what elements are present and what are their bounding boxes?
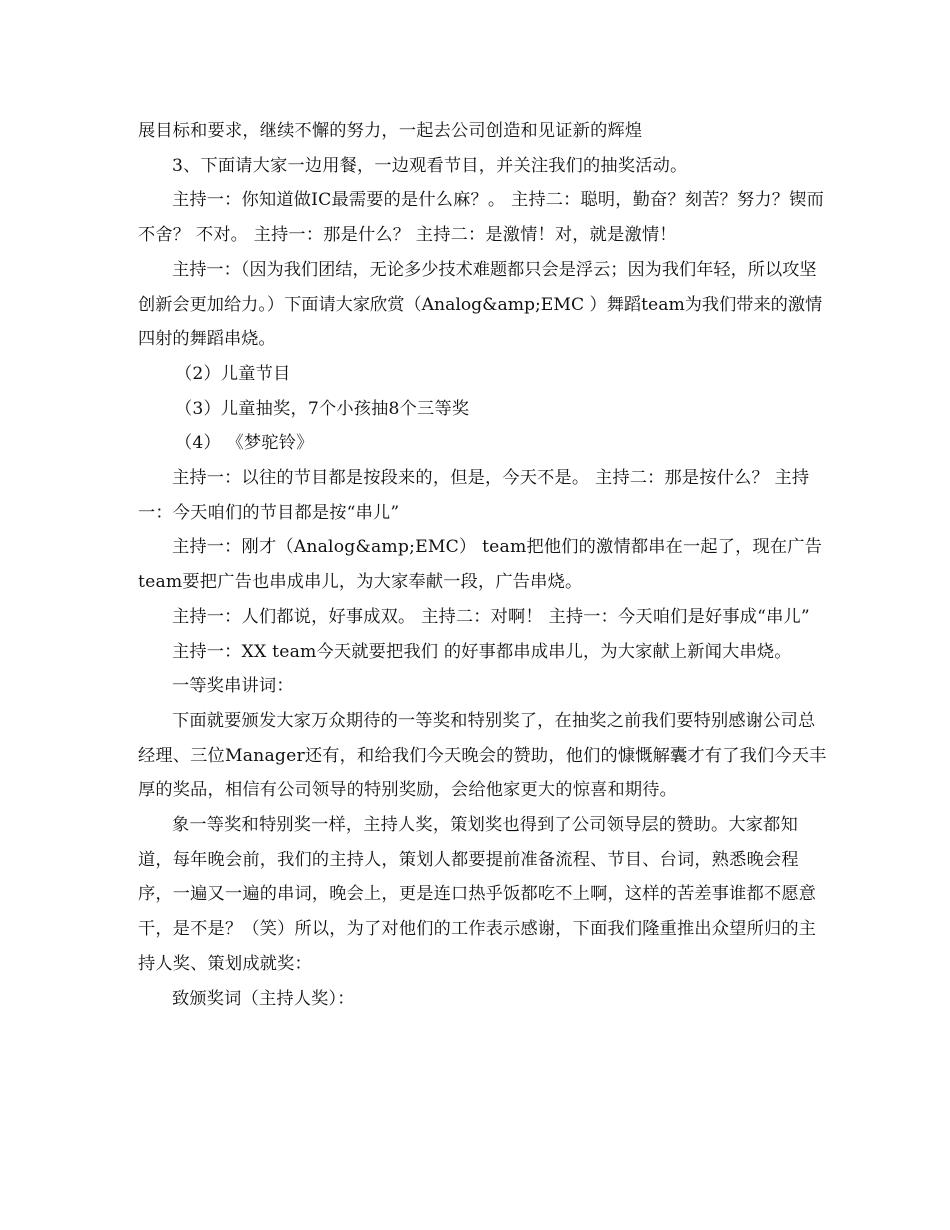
paragraph-6: 主持一：刚才（Analog&amp;EMC） team把他们的激情都串在一起了，现在广告team要把广告也串成串儿，为大家奉献一段，广告串烧。: [138, 537, 823, 593]
list-item-4: （4） 《梦驼铃》: [175, 433, 314, 454]
list-item-2: （2）儿童节目: [175, 363, 291, 384]
paragraph-10: 象一等奖和特别奖一样，主持人奖，策划奖也得到了公司领导层的赞助。大家都知道，每年晚会前，我们的主持人，策划人都要提前准备流程、节目、台词，熟悉晚会程序，一遍又一遍的串词，晚会上，更是连口热乎饭都吃不上啊，这样的苦差事谁都不愿意干，是不是？（笑）所以，为了对他们的工作表示感谢，下面我们隆重推出众望所归的主持人奖、策划成就奖：: [138, 815, 817, 974]
list-item-3: （3）儿童抽奖，7个小孩抽8个三等奖: [175, 398, 470, 419]
document-body: [138, 114, 828, 1016]
paragraph-4: 主持一：（因为我们团结，无论多少技术难题都只会是浮云；因为我们年轻，所以攻坚创新会更加给力。）下面请大家欣赏（Analog&amp;EMC ）舞蹈team为我们带来的激情四射的舞蹈串烧。: [138, 259, 823, 350]
paragraph-7: 主持一：人们都说，好事成双。 主持二：对啊！ 主持一：今天咱们是好事成“串儿”: [172, 606, 810, 627]
paragraph-3: 主持一：你知道做IC最需要的是什么麻？。 主持二：聪明，勤奋？刻苦？努力？锲而不舍？ 不对。 主持一：那是什么？ 主持二：是激情！对，就是激情！: [138, 190, 824, 246]
section-heading-host-award: 致颁奖词（主持人奖）：: [172, 988, 355, 1009]
paragraph-1: 展目标和要求，继续不懈的努力，一起去公司创造和见证新的辉煌: [138, 121, 643, 141]
paragraph-8: 主持一：XX team今天就要把我们 的好事都串成串儿，为大家献上新闻大串烧。: [172, 641, 792, 662]
paragraph-2: 3、下面请大家一边用餐，一边观看节目，并关注我们的抽奖活动。: [172, 155, 688, 176]
section-heading-first-prize: 一等奖串讲词：: [172, 676, 294, 697]
paragraph-9: 下面就要颁发大家万众期待的一等奖和特别奖了，在抽奖之前我们要特别感谢公司总经理、三位Manager还有，和给我们今天晚会的赞助，他们的慷慨解囊才有了我们今天丰厚的奖品，相信有公司领导的特别奖励，会给他家更大的惊喜和期待。: [138, 710, 827, 801]
paragraph-5: 主持一：以往的节目都是按段来的，但是，今天不是。 主持二：那是按什么？ 主持一：今天咱们的节目都是按“串儿”: [138, 468, 810, 523]
